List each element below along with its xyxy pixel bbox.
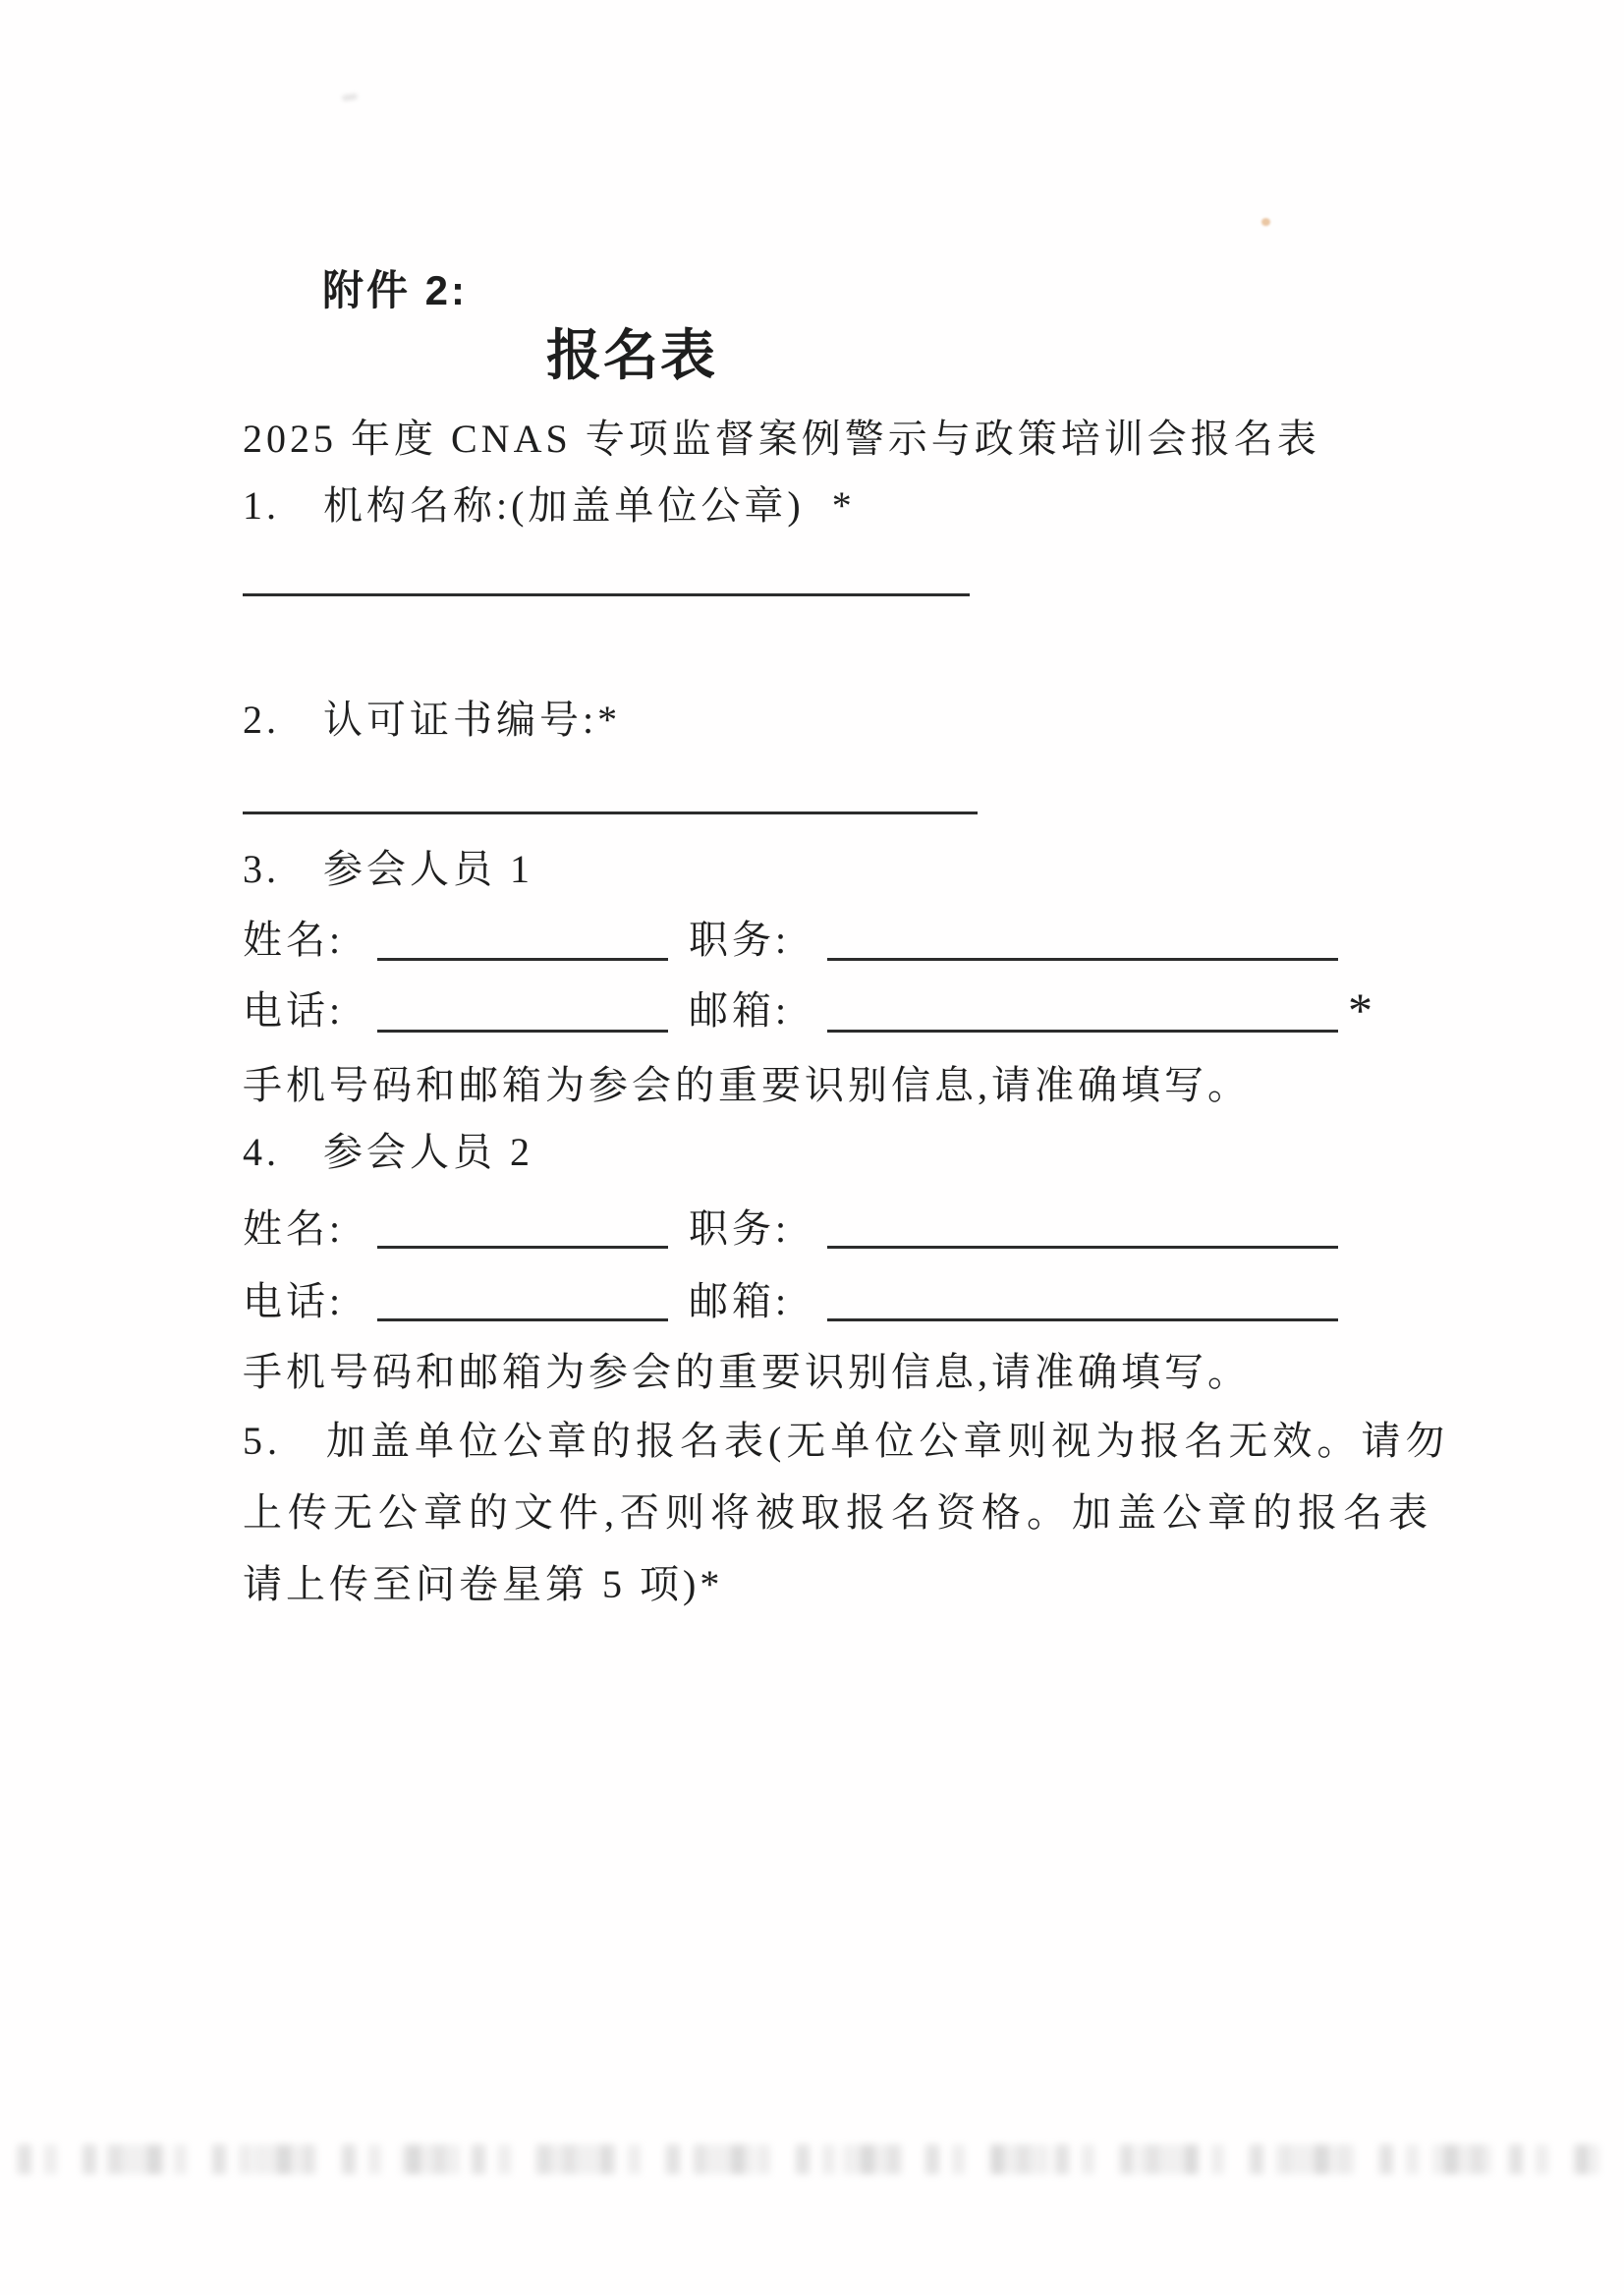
person1-name-blank-line	[377, 915, 668, 961]
person2-heading: 4. 参会人员 2	[243, 1130, 533, 1174]
form-subtitle: 2025 年度 CNAS 专项监督案例警示与政策培训会报名表	[243, 417, 1320, 461]
person1-email-label: 邮箱:	[689, 988, 791, 1033]
person2-phone-label: 电话:	[243, 1279, 345, 1323]
scan-speck	[342, 93, 359, 101]
person1-name-label: 姓名:	[243, 918, 345, 962]
scan-noise-band	[18, 2145, 1599, 2174]
person2-email-label: 邮箱:	[689, 1279, 791, 1323]
person2-name-label: 姓名:	[243, 1206, 345, 1251]
person1-required-asterisk: *	[1348, 982, 1372, 1037]
scan-speck	[1261, 218, 1270, 226]
item2-certificate-number-label: 2. 认可证书编号:*	[243, 698, 622, 742]
person2-name-blank-line	[377, 1203, 668, 1249]
item5-stamp-instruction-line3: 请上传至问卷星第 5 项)*	[243, 1562, 724, 1606]
person1-phone-blank-line	[377, 986, 668, 1033]
item5-stamp-instruction-line2: 上传无公章的文件,否则将被取报名资格。加盖公章的报名表	[243, 1490, 1433, 1535]
institution-name-blank-line	[243, 550, 970, 596]
person2-accuracy-note: 手机号码和邮箱为参会的重要识别信息,请准确填写。	[243, 1350, 1251, 1394]
person1-duty-blank-line	[827, 915, 1338, 961]
attachment-label: 附件 2:	[322, 267, 469, 313]
item5-stamp-instruction-line1: 5. 加盖单位公章的报名表(无单位公章则视为报名无效。请勿	[243, 1419, 1450, 1463]
person1-email-blank-line	[827, 986, 1338, 1033]
person2-duty-blank-line	[827, 1203, 1338, 1249]
document-title: 报名表	[546, 324, 717, 386]
person2-email-blank-line	[827, 1275, 1338, 1321]
item1-institution-name-label: 1. 机构名称:(加盖单位公章) *	[243, 483, 856, 528]
person1-heading: 3. 参会人员 1	[243, 847, 533, 891]
person1-accuracy-note: 手机号码和邮箱为参会的重要识别信息,请准确填写。	[243, 1063, 1251, 1107]
person1-duty-label: 职务:	[689, 918, 791, 962]
person2-phone-blank-line	[377, 1275, 668, 1321]
person2-duty-label: 职务:	[689, 1206, 791, 1251]
certificate-number-blank-line	[243, 768, 978, 814]
person1-phone-label: 电话:	[243, 988, 345, 1033]
